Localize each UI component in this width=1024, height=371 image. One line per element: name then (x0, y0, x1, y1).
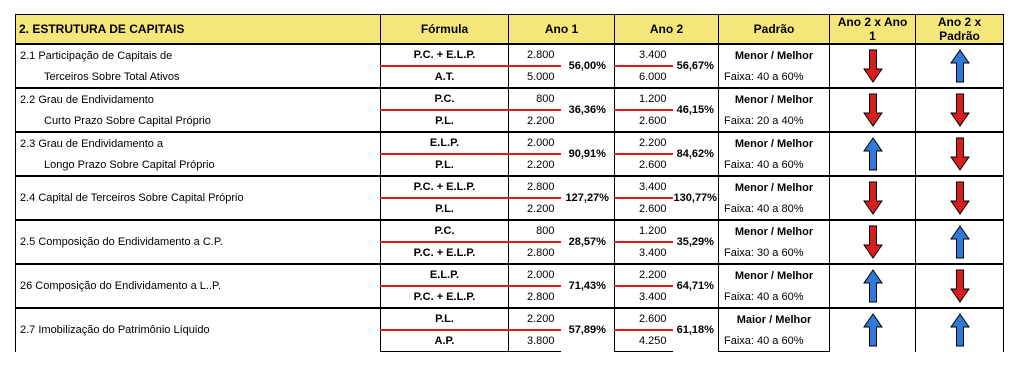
formula-denominator: P.L. (381, 154, 509, 176)
ano2-vs-padrao-cell (916, 264, 1004, 308)
formula-denominator: P.L. (381, 198, 509, 220)
ano1-percent: 57,89% (561, 308, 615, 352)
ano1-percent: 28,57% (561, 220, 615, 264)
ano2-vs-padrao-cell (916, 132, 1004, 176)
padrao-header: Padrão (719, 15, 830, 45)
ano2-denominator: 3.400 (615, 242, 673, 264)
down-arrow-icon (950, 269, 970, 303)
table-body (16, 44, 1004, 352)
ano1-denominator: 5.000 (509, 66, 561, 88)
ano2-denominator: 4.250 (615, 330, 673, 352)
indicator-label: 2.1 Participação de Capitais de (16, 44, 381, 66)
padrao-rule: Menor / Melhor (719, 132, 830, 154)
up-arrow-icon (863, 137, 883, 171)
ano2-numerator: 3.400 (615, 176, 673, 198)
ano2-vs-ano1-header: Ano 2 x Ano 1 (830, 15, 916, 45)
ano1-numerator: 800 (509, 88, 561, 110)
ano1-percent: 71,43% (561, 264, 615, 308)
indicator-label-line2: Terceiros Sobre Total Ativos (16, 66, 381, 88)
ano2-vs-ano1-cell (830, 132, 916, 176)
ano2-header: Ano 2 (615, 15, 719, 45)
padrao-rule: Menor / Melhor (719, 264, 830, 286)
indicator-label: 2.3 Grau de Endividamento a (16, 132, 381, 154)
up-arrow-icon (950, 225, 970, 259)
formula-denominator: A.T. (381, 66, 509, 88)
down-arrow-icon (863, 225, 883, 259)
ano2-percent: 35,29% (673, 220, 719, 264)
ano2-percent: 61,18% (673, 308, 719, 352)
ano2-denominator: 2.600 (615, 198, 673, 220)
ano2-denominator: 6.000 (615, 66, 673, 88)
ano1-numerator: 2.800 (509, 44, 561, 66)
formula-numerator: P.C. (381, 88, 509, 110)
indicator-label: 2.7 Imobilização do Patrimônio Líquido (16, 308, 381, 352)
ano2-vs-ano1-cell (830, 264, 916, 308)
ano2-numerator: 2.200 (615, 264, 673, 286)
ano1-percent: 36,36% (561, 88, 615, 132)
padrao-range: Faixa: 40 a 60% (719, 66, 830, 88)
table-row (16, 176, 1004, 198)
ano1-percent: 127,27% (561, 176, 615, 220)
ano2-denominator: 3.400 (615, 286, 673, 308)
ano1-denominator: 2.200 (509, 154, 561, 176)
ano2-vs-padrao-header: Ano 2 x Padrão (916, 15, 1004, 45)
ano1-denominator: 3.800 (509, 330, 561, 352)
padrao-rule: Menor / Melhor (719, 176, 830, 198)
ano2-percent: 64,71% (673, 264, 719, 308)
formula-denominator: P.C. + E.L.P. (381, 286, 509, 308)
ano1-numerator: 800 (509, 220, 561, 242)
formula-numerator: P.C. + E.L.P. (381, 44, 509, 66)
header-row (16, 15, 1004, 45)
down-arrow-icon (950, 93, 970, 127)
ano2-numerator: 2.200 (615, 132, 673, 154)
indicator-label-line2: Longo Prazo Sobre Capital Próprio (16, 154, 381, 176)
ano2-percent: 56,67% (673, 44, 719, 88)
formula-numerator: E.L.P. (381, 264, 509, 286)
formula-numerator: P.C. (381, 220, 509, 242)
ano2-vs-ano1-cell (830, 88, 916, 132)
table-row (16, 88, 1004, 110)
ano2-vs-padrao-cell (916, 308, 1004, 352)
section-header: 2. ESTRUTURA DE CAPITAIS (16, 15, 381, 45)
ano2-numerator: 3.400 (615, 44, 673, 66)
ano2-percent: 46,15% (673, 88, 719, 132)
up-arrow-icon (863, 269, 883, 303)
ano2-vs-ano1-cell (830, 176, 916, 220)
indicator-label: 26 Composição do Endividamento a L..P. (16, 264, 381, 308)
ano1-denominator: 2.200 (509, 110, 561, 132)
up-arrow-icon (950, 313, 970, 347)
table-row (16, 132, 1004, 154)
ano1-numerator: 2.000 (509, 132, 561, 154)
ano1-numerator: 2.200 (509, 308, 561, 330)
ano2-numerator: 2.600 (615, 308, 673, 330)
indicator-label: 2.2 Grau de Endividamento (16, 88, 381, 110)
padrao-range: Faixa: 20 a 40% (719, 110, 830, 132)
padrao-rule: Menor / Melhor (719, 88, 830, 110)
padrao-range: Faixa: 40 a 60% (719, 154, 830, 176)
ano2-numerator: 1.200 (615, 88, 673, 110)
formula-numerator: E.L.P. (381, 132, 509, 154)
table-row (16, 220, 1004, 242)
ano1-numerator: 2.000 (509, 264, 561, 286)
padrao-rule: Menor / Melhor (719, 220, 830, 242)
ano1-denominator: 2.800 (509, 286, 561, 308)
ano2-denominator: 2.600 (615, 154, 673, 176)
down-arrow-icon (863, 49, 883, 83)
table-row (16, 44, 1004, 66)
ano2-denominator: 2.600 (615, 110, 673, 132)
padrao-range: Faixa: 40 a 60% (719, 286, 830, 308)
down-arrow-icon (950, 181, 970, 215)
padrao-rule: Maior / Melhor (719, 308, 830, 330)
ano1-header: Ano 1 (509, 15, 615, 45)
ano2-vs-ano1-cell (830, 220, 916, 264)
formula-header: Fórmula (381, 15, 509, 45)
ano2-percent: 130,77% (673, 176, 719, 220)
indicator-label: 2.5 Composição do Endividamento a C.P. (16, 220, 381, 264)
ano1-percent: 56,00% (561, 44, 615, 88)
ano1-numerator: 2.800 (509, 176, 561, 198)
ano2-vs-ano1-cell (830, 308, 916, 352)
down-arrow-icon (863, 181, 883, 215)
formula-denominator: P.L. (381, 110, 509, 132)
ano2-vs-padrao-cell (916, 44, 1004, 88)
padrao-rule: Menor / Melhor (719, 44, 830, 66)
ano2-percent: 84,62% (673, 132, 719, 176)
ano2-vs-padrao-cell (916, 220, 1004, 264)
padrao-range: Faixa: 30 a 60% (719, 242, 830, 264)
ano1-denominator: 2.800 (509, 242, 561, 264)
up-arrow-icon (950, 49, 970, 83)
table-row (16, 308, 1004, 330)
formula-numerator: P.L. (381, 308, 509, 330)
table-row (16, 264, 1004, 286)
ano1-percent: 90,91% (561, 132, 615, 176)
ano1-denominator: 2.200 (509, 198, 561, 220)
ano2-vs-ano1-cell (830, 44, 916, 88)
down-arrow-icon (863, 93, 883, 127)
indicator-label: 2.4 Capital de Terceiros Sobre Capital Próprio (16, 176, 381, 220)
formula-denominator: P.C. + E.L.P. (381, 242, 509, 264)
down-arrow-icon (950, 137, 970, 171)
ano2-vs-padrao-cell (916, 176, 1004, 220)
padrao-range: Faixa: 40 a 60% (719, 330, 830, 352)
up-arrow-icon (863, 313, 883, 347)
indicator-label-line2: Curto Prazo Sobre Capital Próprio (16, 110, 381, 132)
ano2-vs-padrao-cell (916, 88, 1004, 132)
padrao-range: Faixa: 40 a 80% (719, 198, 830, 220)
capital-structure-sheet (15, 14, 1003, 352)
formula-denominator: A.P. (381, 330, 509, 352)
ano2-numerator: 1.200 (615, 220, 673, 242)
capital-structure-table (15, 14, 1004, 352)
formula-numerator: P.C. + E.L.P. (381, 176, 509, 198)
